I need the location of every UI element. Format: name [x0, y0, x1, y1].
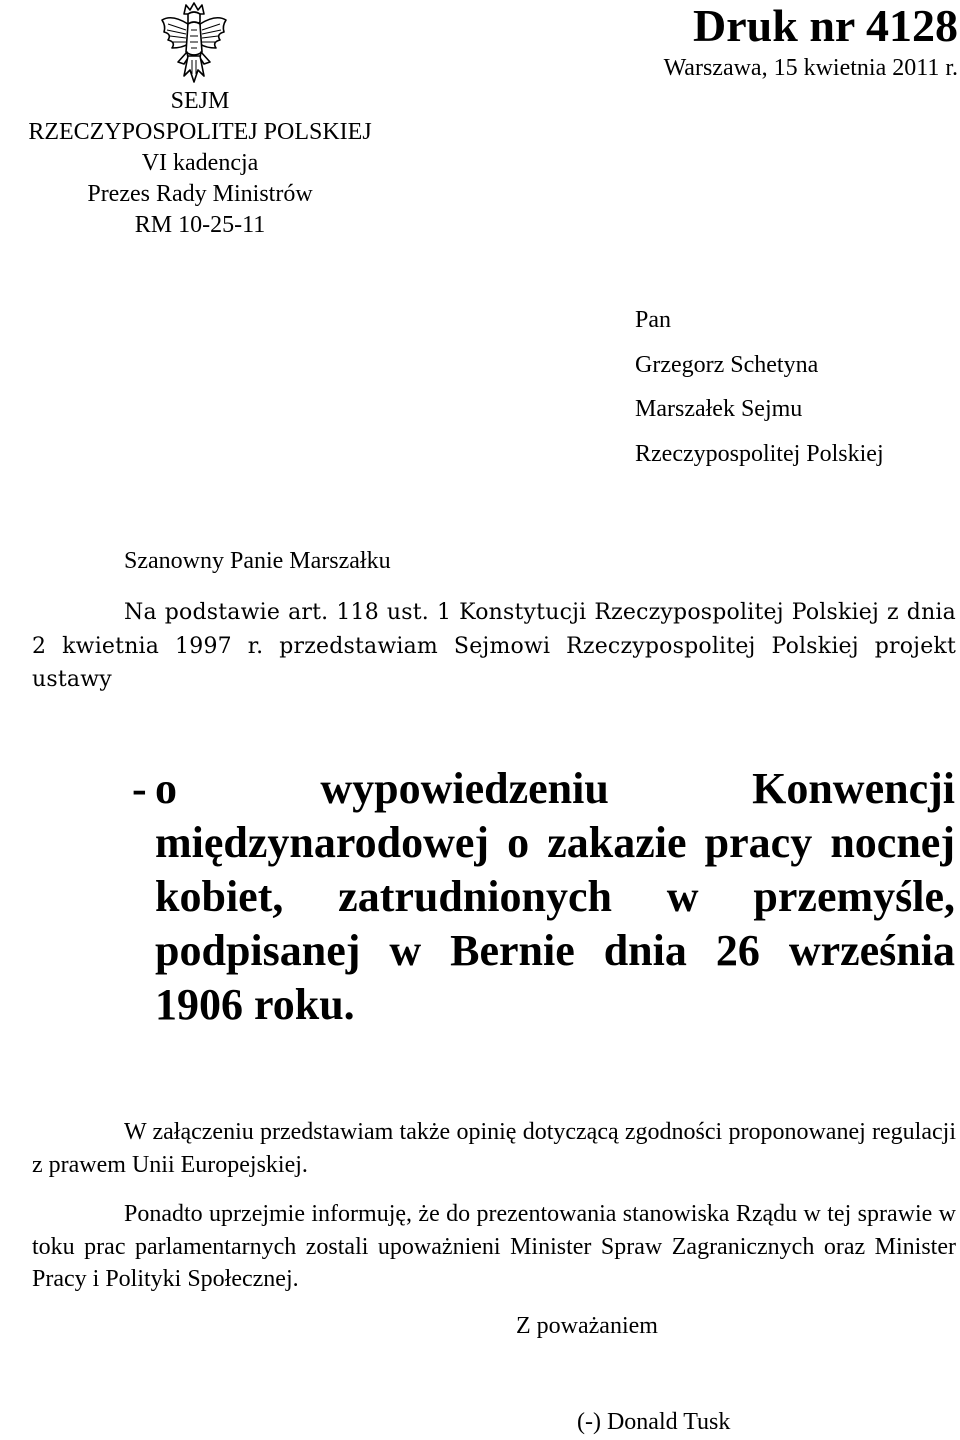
addressee-block: [635, 298, 884, 476]
addressee-line-name: Grzegorz Schetyna: [635, 351, 819, 378]
sender-line-term: VI kadencja: [141, 150, 259, 176]
sender-line-republic: RZECZYPOSPOLITEJ POLSKIEJ: [28, 119, 372, 145]
place-date: Warszawa, 15 kwietnia 2011 r.: [663, 55, 958, 81]
addressee-line-position: Marszałek Sejmu: [635, 396, 803, 422]
intro-paragraph: Na podstawie art. 118 ust. 1 Konstytucji Rzeczypospolitej Polskiej z dnia 2 kwietnia 1997 r. przedstawiam Sejmowi Rzeczypospolitej Polskiej projekt ustawy: [32, 600, 956, 692]
sender-line-office: Prezes Rady Ministrów: [87, 181, 313, 207]
sender-block: [10, 86, 390, 241]
addressee-line-country: Rzeczypospolitej Polskiej: [635, 440, 884, 467]
authorization-paragraph: Ponadto uprzejmie informuję, że do prezentowania stanowiska Rządu w tej sprawie w toku prac parlamentarnych zostali upoważnieni Minister Spraw Zagranicznych oraz Minister Pracy i Polityki Społecznej.: [32, 1201, 956, 1292]
attachment-paragraph: W załączeniu przedstawiam także opinię dotyczącą zgodności proponowanej regulacji z prawem Unii Europejskiej.: [32, 1119, 956, 1178]
signature: (-) Donald Tusk: [577, 1409, 731, 1435]
addressee-line-title: Pan: [635, 307, 671, 333]
sender-line-reference: RM 10-25-11: [134, 212, 266, 238]
print-number: Druk nr 4128: [693, 0, 958, 51]
sender-line-institution: SEJM: [170, 88, 230, 114]
polish-eagle-emblem: [158, 0, 230, 88]
salutation: Szanowny Panie Marszałku: [124, 548, 391, 574]
closing-greeting: Z poważaniem: [516, 1313, 658, 1339]
bill-title-dash: -: [132, 764, 147, 813]
bill-title: o wypowiedzeniu Konwencji międzynarodowej o zakazie pracy nocnej kobiet, zatrudnionych w przemyśle, podpisanej w Bernie dnia 26 września 1906 roku.: [155, 764, 955, 1029]
